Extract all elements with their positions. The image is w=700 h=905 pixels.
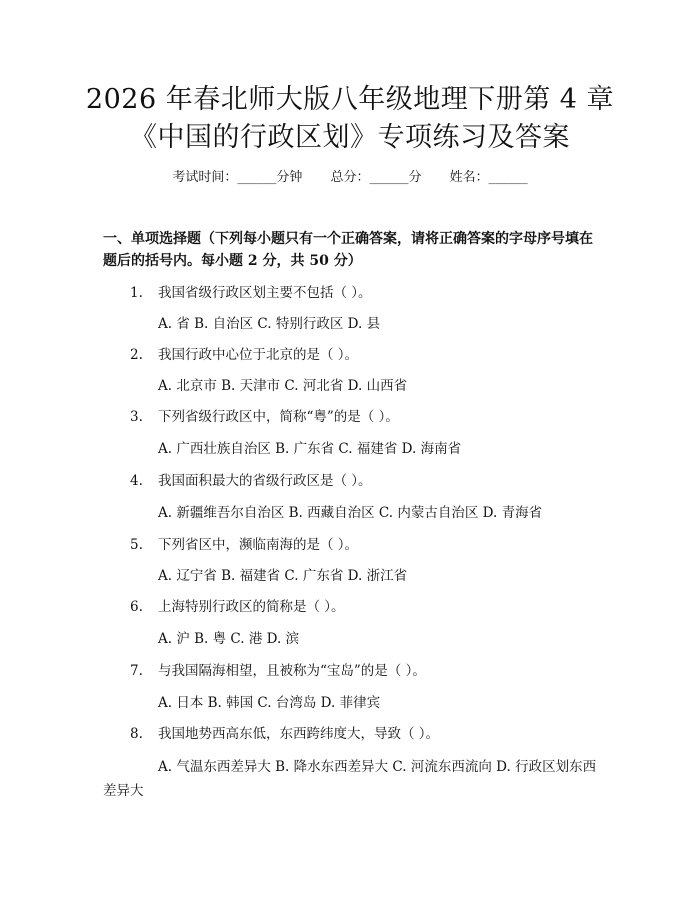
question-options: A. 省 B. 自治区 C. 特别行政区 D. 县 [158,316,381,332]
question-text: 下列省区中，濒临南海的是（ ）。 [158,537,359,553]
question-item [130,345,358,365]
question-options: A. 新疆维吾尔自治区 B. 西藏自治区 C. 内蒙古自治区 D. 青海省 [158,505,543,521]
question-item [130,535,358,555]
question-options: A. 气温东西差异大 B. 降水东西差异大 C. 河流东西流向 D. 行政区划东西差异大 [103,759,597,799]
question-options: A. 沪 B. 粤 C. 港 D. 滨 [158,631,300,647]
question-options: A. 辽宁省 B. 福建省 C. 广东省 D. 浙江省 [158,568,408,584]
question-number: 1. [130,285,143,301]
question-options: A. 广西壮族自治区 B. 广东省 C. 福建省 D. 海南省 [158,441,462,457]
question-item [130,407,399,427]
question-text: 下列省级行政区中，简称“粤”的是（ ）。 [158,409,399,425]
question-text: 上海特别行政区的简称是（ ）。 [158,599,345,615]
exam-time-field: 考试时间：______分钟 [172,170,303,185]
question-number: 4. [130,473,143,489]
question-text: 我国地势西高东低，东西跨纬度大，导致（ ）。 [158,726,440,742]
document-title-line-1: 2026 年春北师大版八年级地理下册第 4 章 [85,84,615,115]
question-number: 8. [130,726,143,742]
question-number: 7. [130,663,143,679]
question-item [130,283,372,303]
document-title-line-2: 《中国的行政区划》专项练习及答案 [130,122,570,153]
question-item [130,597,345,617]
section-title: 一、单项选择题（下列每小题只有一个正确答案，请将正确答案的字母序号填在题后的括号内。每小题 2 分，共 50 分） [103,231,593,269]
question-item [130,724,439,744]
student-name-field: 姓名：______ [449,170,528,185]
question-text: 我国面积最大的省级行政区是（ ）。 [158,473,372,489]
question-item [130,471,372,491]
question-number: 5. [130,537,143,553]
question-text: 我国省级行政区划主要不包括（ ）。 [158,285,372,301]
question-number: 3. [130,409,143,425]
exam-info [0,168,700,188]
question-options: A. 北京市 B. 天津市 C. 河北省 D. 山西省 [158,378,408,394]
total-score-field: 总分：______分 [330,170,422,185]
question-item [130,661,426,681]
question-options: A. 日本 B. 韩国 C. 台湾岛 D. 菲律宾 [158,695,381,711]
question-text: 与我国隔海相望，且被称为“宝岛”的是（ ）。 [158,663,426,679]
question-number: 6. [130,599,143,615]
question-text: 我国行政中心位于北京的是（ ）。 [158,347,359,363]
question-number: 2. [130,347,143,363]
